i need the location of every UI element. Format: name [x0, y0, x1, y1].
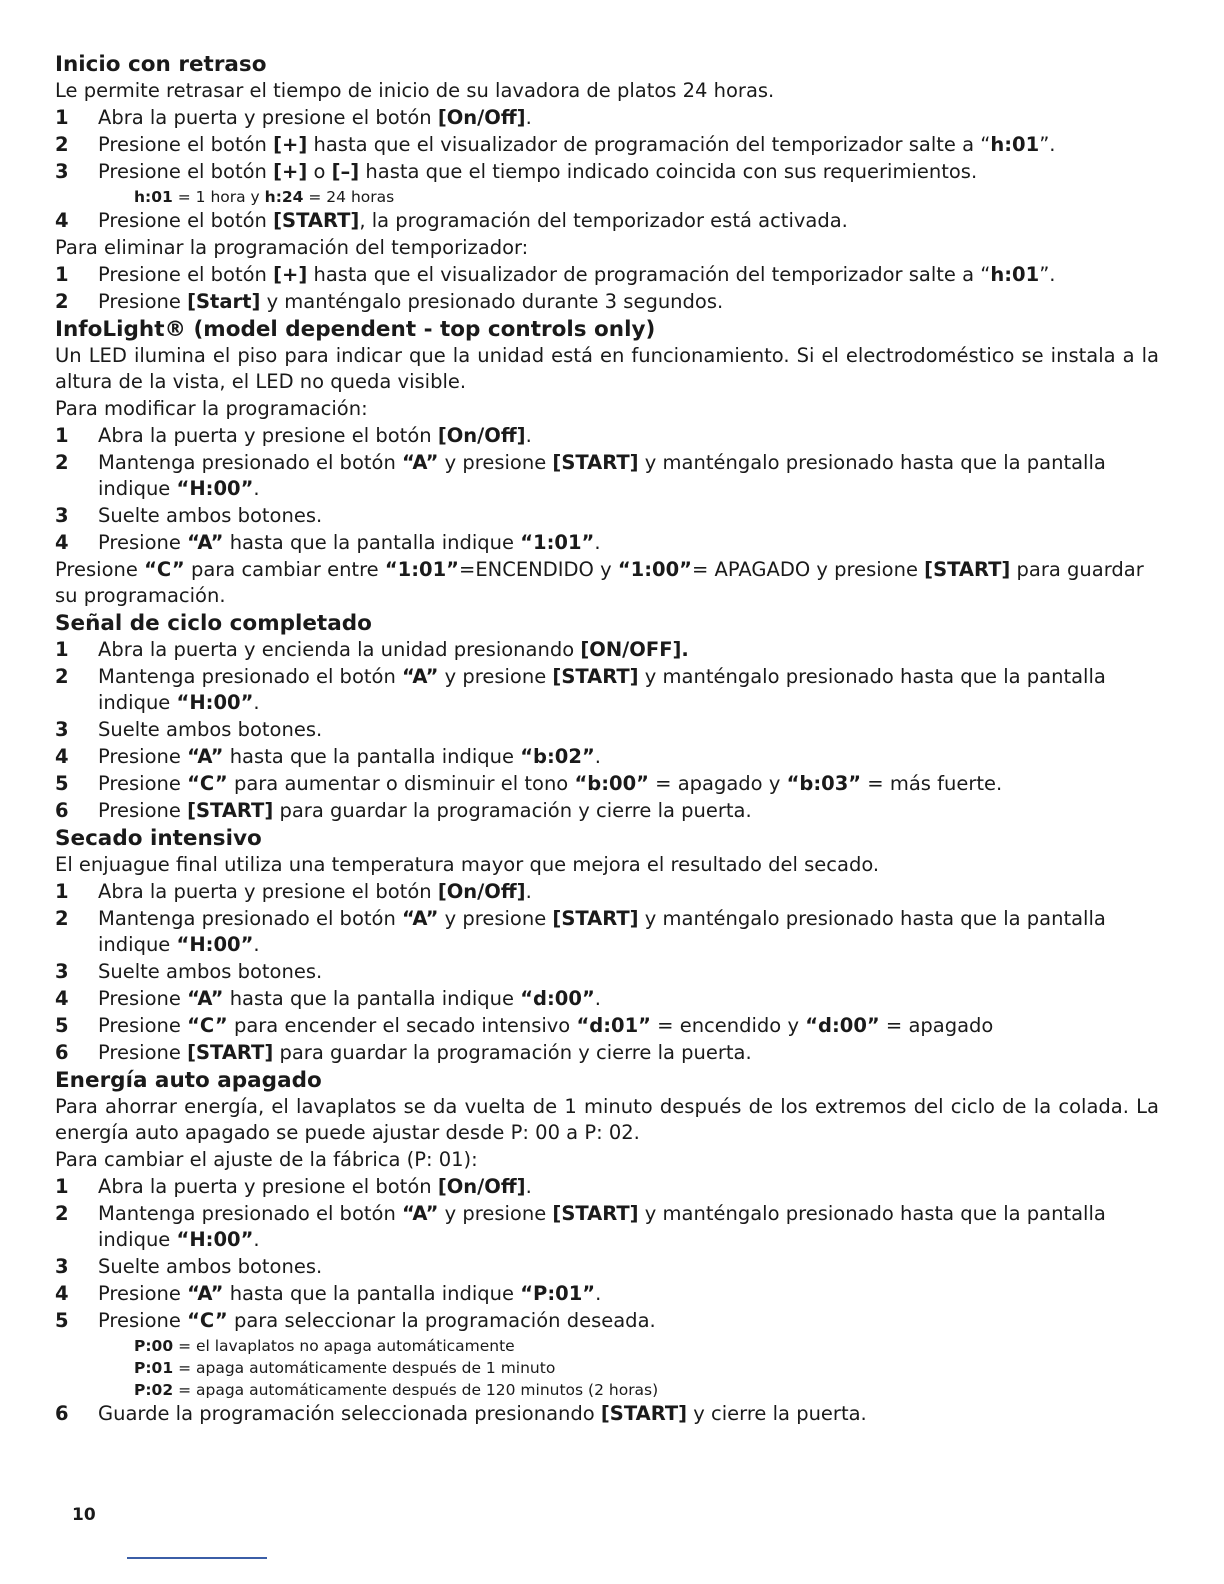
step-number: 6 — [55, 1041, 69, 1064]
manual-page — [55, 50, 1159, 1428]
bold-run: “b:03” — [786, 772, 862, 795]
list-item — [55, 637, 1159, 663]
step-number: 1 — [55, 424, 69, 447]
step-number: 4 — [55, 531, 69, 554]
bold-run: h:24 — [264, 188, 304, 206]
step-number: 2 — [55, 1202, 69, 1225]
bold-run: [START] — [600, 1402, 688, 1425]
list-item — [55, 906, 1159, 958]
bold-run: h:01 — [134, 188, 173, 206]
step-text — [98, 906, 1159, 958]
text-run: Abra la puerta y presione el botón — [98, 424, 438, 447]
bold-run: “1:01” — [384, 558, 459, 581]
step-number: 5 — [55, 772, 69, 795]
list-item — [55, 664, 1159, 716]
bold-run: h:01 — [990, 133, 1040, 156]
paragraph — [55, 78, 1159, 104]
step-text — [98, 208, 1159, 234]
step-number: 2 — [55, 290, 69, 313]
text-run: . — [253, 691, 260, 714]
section — [55, 316, 1159, 609]
bold-run: “d:00” — [805, 1014, 880, 1037]
bold-run: [START] — [273, 209, 360, 232]
text-run: Presione — [98, 1041, 188, 1064]
list-item — [55, 744, 1159, 770]
bold-run: “A” — [402, 1202, 439, 1225]
list-item — [55, 1281, 1159, 1307]
setting-note — [134, 186, 1159, 208]
bold-run: [+] — [273, 160, 308, 183]
text-run: . — [595, 1282, 602, 1305]
step-number: 6 — [55, 799, 69, 822]
list-item — [55, 262, 1159, 288]
section — [55, 825, 1159, 1066]
list-item — [55, 1308, 1159, 1334]
setting-note — [134, 1379, 1159, 1401]
bold-run: [Start] — [187, 290, 261, 313]
bold-run: h:01 — [990, 263, 1040, 286]
step-number: 6 — [55, 1402, 69, 1425]
bold-run: “C” — [187, 1014, 228, 1037]
bold-run: “C” — [187, 772, 228, 795]
text-run: Mantenga presionado el botón — [98, 451, 403, 474]
setting-note — [134, 1357, 1159, 1379]
text-run: =ENCENDIDO y — [459, 558, 618, 581]
text-run: Suelte ambos botones. — [98, 504, 323, 527]
list-item — [55, 1040, 1159, 1066]
text-run: para encender el secado intensivo — [227, 1014, 577, 1037]
list-item — [55, 159, 1159, 185]
text-run: . — [525, 880, 532, 903]
step-text — [98, 132, 1159, 158]
text-run: . — [253, 933, 260, 956]
text-run: Presione — [98, 987, 188, 1010]
text-run: Abra la puerta y presione el botón — [98, 1175, 438, 1198]
list-item — [55, 1201, 1159, 1253]
text-run: para seleccionar la programación deseada. — [227, 1309, 656, 1332]
page-number: 10 — [72, 1505, 96, 1525]
text-run: Guarde la programación seleccionada presionando — [98, 1402, 601, 1425]
list-item — [55, 105, 1159, 131]
bold-run: “H:00” — [176, 1228, 254, 1251]
bold-run: [START] — [552, 665, 639, 688]
step-text — [98, 986, 1159, 1012]
text-run: hasta que la pantalla indique — [223, 745, 521, 768]
step-text — [98, 1281, 1159, 1307]
step-number: 4 — [55, 987, 69, 1010]
bold-run: P:02 — [134, 1381, 174, 1399]
section — [55, 1067, 1159, 1427]
bold-run: P:01 — [134, 1359, 174, 1377]
bold-run: “H:00” — [176, 691, 254, 714]
text-run: Abra la puerta y encienda la unidad presionando — [98, 638, 581, 661]
list-item — [55, 1254, 1159, 1280]
text-run: Le permite retrasar el tiempo de inicio de su lavadora de platos 24 horas. — [55, 79, 775, 102]
section-heading: Energía auto apagado — [55, 1068, 322, 1093]
text-run: Presione — [98, 772, 188, 795]
list-item — [55, 771, 1159, 797]
paragraph — [55, 1094, 1159, 1146]
bold-run: “A” — [402, 451, 439, 474]
text-run: = 24 horas — [303, 188, 395, 206]
text-run: Presione el botón — [98, 133, 274, 156]
paragraph — [55, 557, 1159, 609]
text-run: ”. — [1039, 133, 1056, 156]
step-text — [98, 744, 1159, 770]
text-run: . — [594, 531, 601, 554]
step-number: 2 — [55, 907, 69, 930]
text-run: Abra la puerta y presione el botón — [98, 106, 438, 129]
text-run: . — [594, 745, 601, 768]
step-text — [98, 664, 1159, 716]
bold-run: [START] — [187, 799, 274, 822]
text-run: Para ahorrar energía, el lavaplatos se da vuelta de 1 minuto después de los extremos del ciclo de la colada. La energía auto apagado se puede ajustar desde P: 00 a P: 02. — [55, 1095, 1159, 1144]
step-text — [98, 530, 1159, 556]
bold-run: [ON/OFF]. — [580, 638, 689, 661]
text-run: Presione el botón — [98, 209, 274, 232]
list-item — [55, 959, 1159, 985]
bold-run: “A” — [187, 531, 224, 554]
step-text — [98, 423, 1159, 449]
list-item — [55, 717, 1159, 743]
bold-run: “C” — [144, 558, 185, 581]
step-text — [98, 105, 1159, 131]
list-item — [55, 132, 1159, 158]
bold-run: “C” — [187, 1309, 228, 1332]
bold-run: [START] — [552, 907, 639, 930]
bold-run: [START] — [924, 558, 1011, 581]
list-item — [55, 289, 1159, 315]
list-item — [55, 503, 1159, 529]
step-text — [98, 289, 1159, 315]
section — [55, 610, 1159, 824]
bold-run: “A” — [402, 907, 439, 930]
text-run: para guardar la programación y cierre la puerta. — [273, 799, 752, 822]
step-text — [98, 262, 1159, 288]
bold-run: “d:01” — [576, 1014, 651, 1037]
text-run: ”. — [1039, 263, 1056, 286]
step-text — [98, 637, 1159, 663]
list-item — [55, 423, 1159, 449]
list-item — [55, 798, 1159, 824]
bold-run: “H:00” — [176, 477, 254, 500]
text-run: Para eliminar la programación del temporizador: — [55, 236, 529, 259]
text-run: = APAGADO y presione — [691, 558, 925, 581]
text-run: Presione — [98, 290, 188, 313]
text-run: y presione — [438, 907, 553, 930]
step-text — [98, 1013, 1159, 1039]
bold-run: [On/Off] — [437, 1175, 526, 1198]
text-run: . — [594, 987, 601, 1010]
step-number: 1 — [55, 1175, 69, 1198]
text-run: para cambiar entre — [184, 558, 385, 581]
step-number: 1 — [55, 880, 69, 903]
text-run: = apagado — [879, 1014, 994, 1037]
text-run: hasta que la pantalla indique — [223, 1282, 521, 1305]
list-item — [55, 530, 1159, 556]
bold-run: [On/Off] — [437, 424, 526, 447]
list-item — [55, 450, 1159, 502]
bold-run: [START] — [552, 451, 639, 474]
step-number: 3 — [55, 960, 69, 983]
step-number: 4 — [55, 1282, 69, 1305]
text-run: Para modificar la programación: — [55, 397, 368, 420]
text-run: hasta que la pantalla indique — [223, 987, 521, 1010]
text-run: hasta que la pantalla indique — [223, 531, 521, 554]
text-run: Suelte ambos botones. — [98, 718, 323, 741]
text-run: Presione — [98, 531, 188, 554]
step-text — [98, 959, 1159, 985]
text-run: Presione — [98, 1282, 188, 1305]
bold-run: [–] — [331, 160, 360, 183]
step-number: 1 — [55, 638, 69, 661]
text-run: y manténgalo presionado hasta que la pantalla indique — [98, 665, 1106, 714]
text-run: y presione — [438, 451, 553, 474]
text-run: Para cambiar el ajuste de la fábrica (P: 01): — [55, 1148, 478, 1171]
text-run: hasta que el visualizador de programación del temporizador salte a “ — [307, 133, 991, 156]
text-run: y presione — [438, 1202, 553, 1225]
paragraph — [55, 235, 1159, 261]
text-run: Presione el botón — [98, 263, 274, 286]
step-number: 5 — [55, 1014, 69, 1037]
text-run: Presione — [98, 1014, 188, 1037]
bold-run: “A” — [187, 1282, 224, 1305]
text-run: o — [307, 160, 332, 183]
step-text — [98, 450, 1159, 502]
step-text — [98, 879, 1159, 905]
text-run: Presione — [98, 799, 188, 822]
text-run: El enjuague final utiliza una temperatura mayor que mejora el resultado del secado. — [55, 853, 880, 876]
section — [55, 51, 1159, 315]
text-run: . — [525, 106, 532, 129]
section-heading: Secado intensivo — [55, 826, 262, 851]
text-run: Suelte ambos botones. — [98, 1255, 323, 1278]
text-run: Presione — [55, 558, 145, 581]
text-run: Presione — [98, 745, 188, 768]
bold-run: “d:00” — [520, 987, 595, 1010]
step-number: 3 — [55, 718, 69, 741]
bold-run: [START] — [187, 1041, 274, 1064]
text-run: Mantenga presionado el botón — [98, 665, 403, 688]
text-run: , la programación del temporizador está activada. — [359, 209, 848, 232]
bold-run: “A” — [187, 745, 224, 768]
bold-run: [On/Off] — [437, 880, 526, 903]
text-run: para guardar la programación y cierre la puerta. — [273, 1041, 752, 1064]
text-run: = apaga automáticamente después de 1 minuto — [173, 1359, 556, 1377]
paragraph — [55, 343, 1159, 395]
step-number: 4 — [55, 209, 69, 232]
section-heading: Inicio con retraso — [55, 52, 267, 77]
section-heading: InfoLight® (model dependent - top controls only) — [55, 317, 656, 342]
text-run: = encendido y — [650, 1014, 806, 1037]
text-run: y manténgalo presionado hasta que la pantalla indique — [98, 907, 1106, 956]
step-text — [98, 1308, 1159, 1334]
step-text — [98, 1040, 1159, 1066]
step-number: 3 — [55, 504, 69, 527]
bold-run: “H:00” — [176, 933, 254, 956]
step-text — [98, 1201, 1159, 1253]
step-number: 3 — [55, 1255, 69, 1278]
step-text — [98, 503, 1159, 529]
step-number: 2 — [55, 451, 69, 474]
text-run: y manténgalo presionado hasta que la pantalla indique — [98, 451, 1106, 500]
text-run: hasta que el visualizador de programación del temporizador salte a “ — [307, 263, 991, 286]
paragraph — [55, 852, 1159, 878]
list-item — [55, 1013, 1159, 1039]
bold-run: “1:00” — [617, 558, 692, 581]
step-number: 1 — [55, 106, 69, 129]
text-run: Un LED ilumina el piso para indicar que la unidad está en funcionamiento. Si el electrodoméstico se instala a la altura de la vista, el LED no queda visible. — [55, 344, 1159, 393]
bold-run: “P:01” — [520, 1282, 596, 1305]
text-run: para guardar su programación. — [55, 558, 1144, 607]
step-text — [98, 717, 1159, 743]
step-number: 3 — [55, 160, 69, 183]
step-text — [98, 159, 1159, 185]
text-run: Mantenga presionado el botón — [98, 1202, 403, 1225]
text-run: Suelte ambos botones. — [98, 960, 323, 983]
list-item — [55, 1401, 1159, 1427]
bold-run: [START] — [552, 1202, 639, 1225]
bold-run: P:00 — [134, 1337, 174, 1355]
step-number: 2 — [55, 665, 69, 688]
text-run: = apaga automáticamente después de 120 minutos (2 horas) — [173, 1381, 659, 1399]
text-run: Mantenga presionado el botón — [98, 907, 403, 930]
step-text — [98, 1254, 1159, 1280]
text-run: y presione — [438, 665, 553, 688]
bold-run: “A” — [187, 987, 224, 1010]
step-number: 2 — [55, 133, 69, 156]
text-run: y manténgalo presionado durante 3 segundos. — [260, 290, 724, 313]
text-run: = apagado y — [648, 772, 787, 795]
text-run: = más fuerte. — [861, 772, 1003, 795]
text-run: Presione — [98, 1309, 188, 1332]
text-run: . — [525, 424, 532, 447]
text-run: y cierre la puerta. — [687, 1402, 867, 1425]
step-text — [98, 1401, 1159, 1427]
text-run: hasta que el tiempo indicado coincida con sus requerimientos. — [359, 160, 978, 183]
footer-rule — [127, 1557, 267, 1559]
text-run: para aumentar o disminuir el tono — [227, 772, 575, 795]
step-text — [98, 798, 1159, 824]
list-item — [55, 208, 1159, 234]
bold-run: [+] — [273, 133, 308, 156]
setting-note — [134, 1335, 1159, 1357]
list-item — [55, 1174, 1159, 1200]
bold-run: “b:00” — [574, 772, 649, 795]
text-run: . — [253, 1228, 260, 1251]
list-item — [55, 986, 1159, 1012]
section-heading: Señal de ciclo completado — [55, 611, 372, 636]
step-text — [98, 771, 1159, 797]
text-run: Abra la puerta y presione el botón — [98, 880, 438, 903]
text-run: y manténgalo presionado hasta que la pantalla indique — [98, 1202, 1106, 1251]
bold-run: “b:02” — [520, 745, 595, 768]
list-item — [55, 879, 1159, 905]
bold-run: “A” — [402, 665, 439, 688]
paragraph — [55, 1147, 1159, 1173]
bold-run: [On/Off] — [437, 106, 526, 129]
text-run: = 1 hora y — [172, 188, 265, 206]
step-number: 5 — [55, 1309, 69, 1332]
text-run: = el lavaplatos no apaga automáticamente — [173, 1337, 515, 1355]
step-number: 4 — [55, 745, 69, 768]
text-run: . — [253, 477, 260, 500]
bold-run: “1:01” — [520, 531, 595, 554]
text-run: . — [525, 1175, 532, 1198]
step-number: 1 — [55, 263, 69, 286]
bold-run: [+] — [273, 263, 308, 286]
text-run: Presione el botón — [98, 160, 274, 183]
step-text — [98, 1174, 1159, 1200]
paragraph — [55, 396, 1159, 422]
